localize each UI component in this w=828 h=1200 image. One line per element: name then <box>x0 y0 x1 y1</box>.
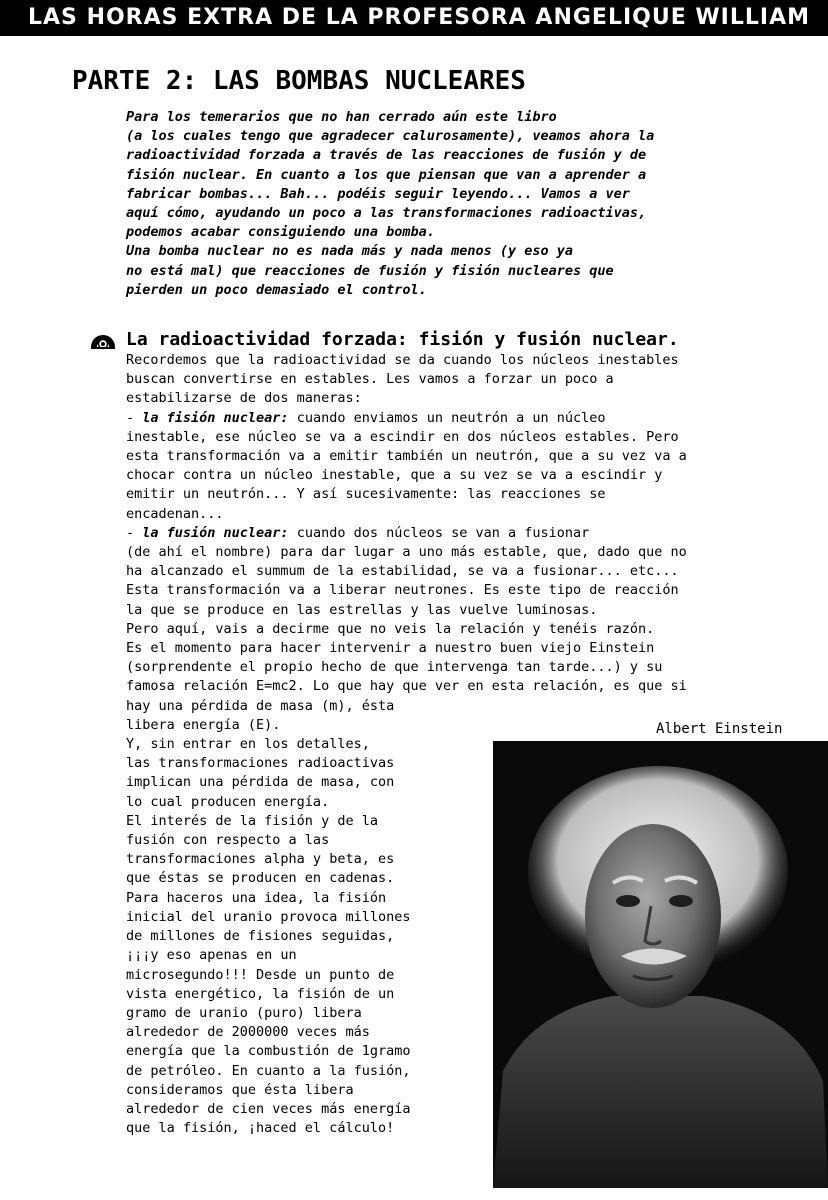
body-line: Y, sin entrar en los detalles, <box>126 736 370 753</box>
body-line: libera energía (E). <box>126 716 281 733</box>
body-line: famosa relación E=mc2. Lo que hay que ver en esta relación, es que si <box>126 678 687 695</box>
page-header-banner <box>0 0 828 36</box>
body-line: alrededor de 2000000 veces más <box>126 1024 370 1041</box>
body-line: encadenan... <box>126 505 224 522</box>
body-line: (de ahí el nombre) para dar lugar a uno más estable, que, dado que no <box>126 544 687 561</box>
body-line: buscan convertirse en estables. Les vamos a forzar un poco a <box>126 371 614 388</box>
body-line: Pero aquí, vais a decirme que no veis la relación y tenéis razón. <box>126 620 655 637</box>
body-line: Para haceros una idea, la fisión <box>126 889 387 906</box>
intro-line: radioactividad forzada a través de las reacciones de fusión y de <box>126 147 647 164</box>
body-line: de petróleo. En cuanto a la fusión, <box>126 1062 411 1079</box>
body-line: microsegundo!!! Desde un punto de <box>126 966 395 983</box>
body-line: transformaciones alpha y beta, es <box>126 851 395 868</box>
body-line: Esta transformación va a liberar neutrones. Es este tipo de reacción <box>126 582 679 599</box>
body-line: energía que la combustión de 1gramo <box>126 1043 411 1060</box>
body-line: emitir un neutrón... Y así sucesivamente: las reacciones se <box>126 486 606 503</box>
body-line: Recordemos que la radioactividad se da cuando los núcleos inestables <box>126 352 679 368</box>
body-line: inestable, ese núcleo se va a escindir en dos núcleos estables. Pero <box>126 428 679 445</box>
body-line: ha alcanzado el summum de la estabilidad, se va a fusionar... etc... <box>126 563 679 580</box>
body-line: alrededor de cien veces más energía <box>126 1100 411 1117</box>
portrait-illustration <box>493 741 828 1188</box>
intro-line: podemos acabar consiguiendo una bomba. <box>126 224 435 241</box>
fission-definition: cuando enviamos un neutrón a un núcleo <box>288 409 606 426</box>
body-line: implican una pérdida de masa, con <box>126 774 395 791</box>
intro-line: (a los cuales tengo que agradecer calurosamente), veamos ahora la <box>126 128 655 145</box>
body-line: Es el momento para hacer intervenir a nuestro buen viejo Einstein <box>126 640 655 657</box>
body-line: estabilizarse de dos maneras: <box>126 390 362 407</box>
intro-line: aquí cómo, ayudando un poco a las transformaciones radioactivas, <box>126 205 647 222</box>
body-line: que la fisión, ¡haced el cálculo! <box>126 1120 395 1137</box>
fission-item <box>126 409 806 428</box>
section-title: La radioactividad forzada: fisión y fusión nuclear. <box>126 329 679 350</box>
body-line: ¡¡¡y eso apenas en un <box>126 947 297 964</box>
intro-line: no está mal) que reacciones de fusión y fisión nucleares que <box>126 262 614 279</box>
body-line: (sorprendente el propio hecho de que intervenga tan tarde...) y su <box>126 659 663 676</box>
intro-line: fabricar bombas... Bah... podéis seguir leyendo... Vamos a ver <box>126 185 630 202</box>
body-line: esta transformación va a emitir también un neutrón, que a su vez va a <box>126 448 687 465</box>
body-line: hay una pérdida de masa (m), ésta <box>126 697 395 714</box>
fusion-definition: cuando dos núcleos se van a fusionar <box>288 524 590 541</box>
body-line: que éstas se producen en cadenas. <box>126 870 395 887</box>
body-line: vista energético, la fisión de un <box>126 985 395 1002</box>
body-line: las transformaciones radioactivas <box>126 755 395 772</box>
intro-line: fisión nuclear. En cuanto a los que piensan que van a aprender a <box>126 166 647 183</box>
bullet-dash: - <box>126 409 143 426</box>
intro-line: Para los temerarios que no han cerrado aún este libro <box>126 109 557 125</box>
intro-line: pierden un poco demasiado el control. <box>126 281 427 298</box>
intro-line: Una bomba nuclear no es nada más y nada menos (y eso ya <box>126 243 574 260</box>
body-line: chocar contra un núcleo inestable, que a su vez se va a escindir y <box>126 467 663 484</box>
body-line: lo cual producen energía. <box>126 793 330 810</box>
body-line: inicial del uranio provoca millones <box>126 908 411 925</box>
body-line: de millones de fisiones seguidas, <box>126 928 395 945</box>
body-line: gramo de uranio (puro) libera <box>126 1004 362 1021</box>
fission-term: la fisión nuclear: <box>142 409 289 426</box>
body-line: consideramos que ésta libera <box>126 1081 354 1098</box>
header-title: LAS HORAS EXTRA DE LA PROFESORA ANGELIQUE WILLIAM <box>28 5 810 30</box>
body-line: fusión con respecto a las <box>126 832 330 849</box>
body-line: la que se produce en las estrellas y las vuelve luminosas. <box>126 601 598 618</box>
intro-paragraph <box>126 108 806 300</box>
photo-caption: Albert Einstein <box>656 721 783 737</box>
radiation-icon <box>88 330 118 350</box>
body-line: El interés de la fisión y de la <box>126 812 378 829</box>
bullet-dash: - <box>126 524 143 541</box>
fusion-term: la fusión nuclear: <box>142 524 289 541</box>
einstein-portrait <box>493 741 828 1188</box>
fusion-item <box>126 524 806 543</box>
part-title: PARTE 2: LAS BOMBAS NUCLEARES <box>72 66 526 96</box>
